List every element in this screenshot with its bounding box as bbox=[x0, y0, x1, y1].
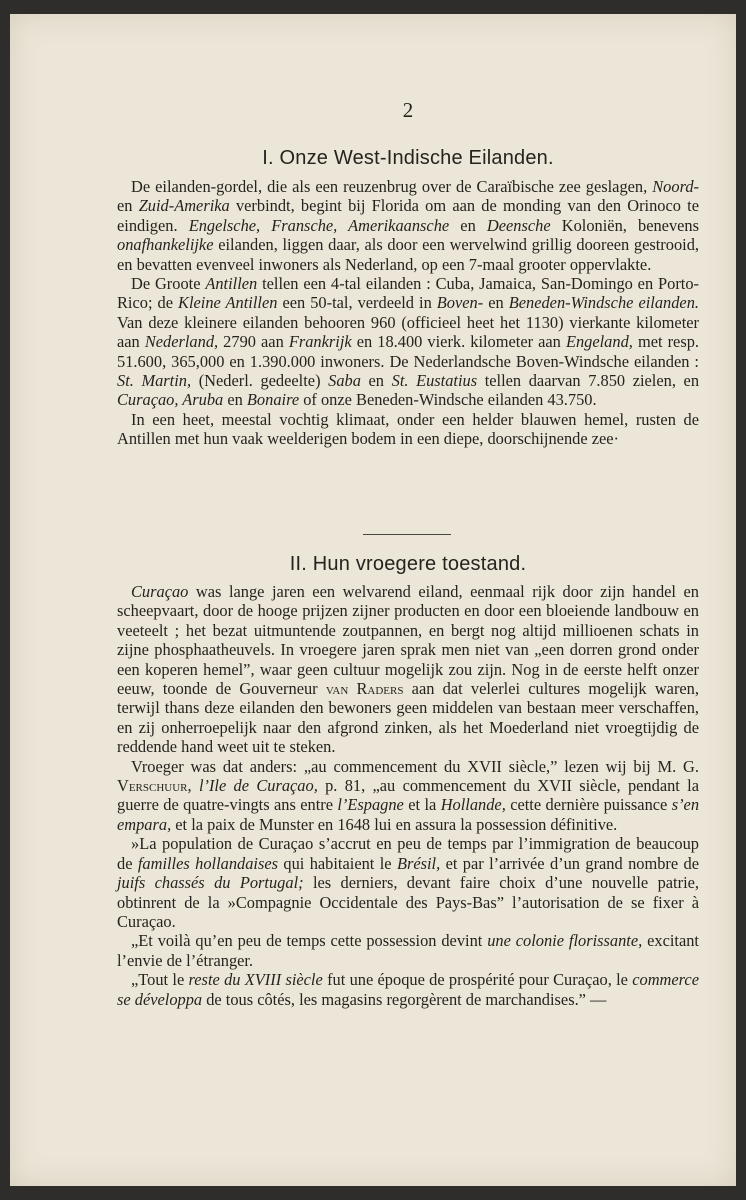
section-2-body bbox=[117, 582, 699, 1009]
italic-run: Noord- bbox=[652, 177, 699, 196]
italic-run: l’Espagne bbox=[337, 795, 404, 815]
italic-run: s’en empara, bbox=[117, 795, 700, 834]
italic-run: commerce se développa bbox=[117, 970, 699, 1009]
text-run: excitant l’envie de l’étranger. bbox=[117, 931, 699, 970]
italic-run: St. Martin, bbox=[117, 371, 192, 391]
text-run: de tous côtés, les magasins regorgèrent de marchandises.” — bbox=[202, 989, 607, 1009]
italic-run: Curaçao, Aruba bbox=[117, 390, 224, 410]
italic-run: Boven- bbox=[436, 293, 484, 313]
text-run: of onze Beneden-Windsche eilanden 43.750. bbox=[299, 390, 597, 410]
italic-run: Beneden-Windsche eilanden. bbox=[508, 293, 699, 313]
text-run: De Groote bbox=[131, 274, 206, 294]
text-run: 2790 aan bbox=[218, 332, 289, 352]
italic-run: Zuid-Amerika bbox=[138, 196, 230, 216]
text-run: tellen daarvan 7.850 zielen, en bbox=[477, 371, 700, 391]
italic-run: Engeland, bbox=[565, 332, 633, 352]
paragraph: In een heet, meestal vochtig klimaat, onder een helder blauwen hemel, rusten de Antillen met hun vaak weelderigen bodem in een diepe, doorschijnende zee· bbox=[117, 409, 699, 449]
text-run: qui habitaient le bbox=[278, 853, 397, 873]
text-run: aan dat velerlei cultures mogelijk waren, terwijl thans deze eilanden den bewoners geen middelen van bestaan meer verschaffen, en zij onherroepelijk naar den afgrond zinken, als het Moederland niet vroegtijdig de reddende hand weet uit te steken. bbox=[117, 679, 699, 757]
italic-run: Engelsche, Fransche, Amerikaansche bbox=[188, 215, 450, 235]
italic-run: Bonaire bbox=[246, 390, 300, 410]
page-number: 2 bbox=[402, 98, 414, 122]
paragraph bbox=[117, 931, 699, 970]
italic-run: familles hollandaises bbox=[137, 853, 279, 873]
italic-run: reste du XVIII siècle bbox=[188, 970, 323, 990]
text-run: De eilanden-gordel, die als een reuzenbrug over de Caraïbische zee geslagen, bbox=[131, 177, 653, 196]
italic-run: Brésil, bbox=[396, 853, 441, 873]
italic-run: Deensche bbox=[486, 215, 551, 235]
text-run: was lange jaren een welvarend eiland, eenmaal rijk door zijn handel en scheepvaart, door de hooge prijzen zijner producten en door een bloeiende landbouw en veeteelt ; het bezat uitmuntende zoutpannen, en bergt nog altijd millioenen schats in zijne phosphaatheuvels. In vroegere jaren sprak men niet van „een dorren grond onder een koperen hemel”, waar geen cultuur mogelijk zou zijn. Nog in de eerste helft onzer eeuw, toonde de Gouverneur bbox=[117, 582, 699, 699]
text-run: (Nederl. gedeelte) bbox=[191, 371, 329, 391]
text-run: Koloniën, benevens bbox=[550, 215, 699, 235]
section-heading-2: II. Hun vroegere toestand. bbox=[289, 553, 527, 575]
text-run: eilanden, liggen daar, als door een wervelwind grillig dooreen gestrooid, en bevatten evenveel inwoners als Nederland, op een 7-maal grooter oppervlakte. bbox=[117, 235, 699, 274]
italic-run: Hollande, bbox=[440, 795, 506, 815]
text-run bbox=[192, 776, 199, 795]
text-run: Vroeger was dat anders: „au commencement du XVII siècle,” lezen wij bij M. G. bbox=[131, 756, 699, 776]
italic-run: Kleine Antillen bbox=[178, 293, 278, 313]
text-run: cette dernière puissance bbox=[505, 795, 672, 815]
text-run: p. 81, „au commencement du XVII siècle, pendant la guerre de quatre-vingts ans entre bbox=[117, 776, 699, 815]
paragraph bbox=[117, 274, 699, 410]
text-run: verbindt, begint bij Florida om aan de monding van den Orinoco te eindigen. bbox=[117, 196, 699, 235]
text-run: en bbox=[483, 293, 509, 313]
italic-run: l’Ile de Curaçao, bbox=[198, 776, 318, 796]
text-run: les derniers, devant faire choix d’une nouvelle patrie, obtinrent de la »Compagnie Occidentale des Pays-Bas” l’autorisation de se fixer à Curaçao. bbox=[117, 873, 699, 931]
italic-run: Frankrijk bbox=[288, 332, 352, 352]
italic-run: Curaçao bbox=[131, 582, 189, 601]
small-caps-run: van Raders bbox=[325, 679, 404, 699]
text-run: „Et voilà qu’en peu de temps cette possession devint bbox=[131, 931, 488, 951]
text-run: en bbox=[117, 196, 139, 216]
paragraph bbox=[117, 582, 699, 757]
text-run: Van deze kleinere eilanden behooren 960 (officieel heet het 1130) vierkante kilometer aan bbox=[117, 312, 699, 352]
document-page bbox=[10, 14, 736, 1186]
text-run: »La population de Curaçao s’accrut en peu de temps par l’immigration de beaucoup de bbox=[117, 834, 699, 873]
paragraph bbox=[117, 177, 699, 274]
text-run: fut une époque de prospérité pour Curaçao, le bbox=[322, 970, 633, 990]
text-run: et par l’arrivée d’un grand nombre de bbox=[440, 853, 699, 873]
italic-run: onafhankelijke bbox=[117, 235, 214, 255]
text-run: en bbox=[223, 390, 247, 410]
italic-run: Nederland, bbox=[144, 332, 219, 352]
paragraph bbox=[117, 757, 699, 835]
text-run: een 50-tal, verdeeld in bbox=[277, 293, 437, 313]
paragraph bbox=[117, 834, 699, 931]
section-divider bbox=[363, 534, 451, 535]
section-1-body bbox=[117, 177, 699, 449]
italic-run: Saba bbox=[328, 371, 361, 391]
text-run: met resp. 51.600, 365,000 en 1.390.000 inwoners. De Nederlandsche Boven-Windsche eilanden : bbox=[117, 332, 699, 371]
italic-run: Antillen bbox=[205, 274, 258, 294]
small-caps-run: Verschuur, bbox=[117, 776, 192, 796]
text-run: tellen een 4-tal eilanden : Cuba, Jamaica, San-Domingo en Porto-Rico; de bbox=[117, 274, 699, 313]
italic-run: St. Eustatius bbox=[391, 371, 478, 391]
text-run: et la bbox=[403, 795, 441, 815]
text-run: en bbox=[360, 371, 392, 391]
text-run: et la paix de Munster en 1648 lui en assura la possession définitive. bbox=[171, 814, 618, 834]
text-run: en bbox=[449, 215, 487, 235]
text-run: „Tout le bbox=[131, 970, 189, 990]
section-heading-1: I. Onze West-Indische Eilanden. bbox=[262, 147, 554, 169]
text-run: en 18.400 vierk. kilometer aan bbox=[351, 332, 566, 352]
paragraph bbox=[117, 970, 699, 1009]
italic-run: juifs chassés du Portugal; bbox=[117, 873, 304, 893]
italic-run: une colonie florissante, bbox=[487, 931, 643, 951]
